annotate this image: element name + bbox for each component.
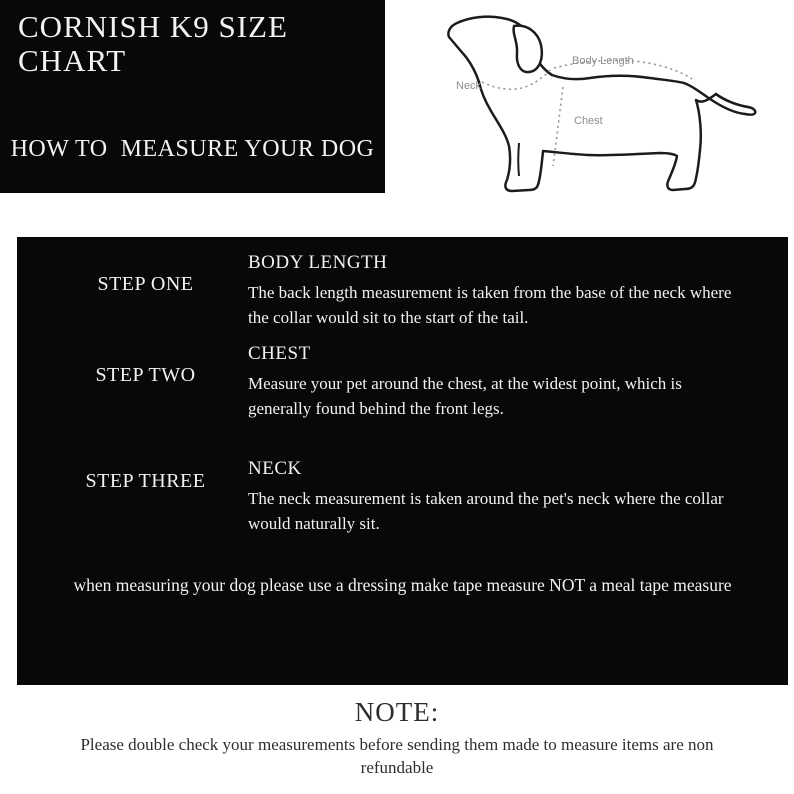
- step-two-heading: CHEST: [248, 343, 311, 364]
- instructions-panel: [17, 237, 788, 685]
- neck-label: Neck: [456, 80, 482, 92]
- dog-ear-outline: [514, 26, 542, 72]
- note-text: Please double check your measurements before sending them made to measure items are non refundable: [80, 735, 714, 777]
- dog-body-outline: [448, 17, 755, 191]
- body-length-label: Body Length: [572, 55, 634, 67]
- step-one-description: The back length measurement is taken from the base of the neck where the collar would sit to the start of the tail.: [248, 282, 732, 327]
- step-two-body: [248, 343, 733, 421]
- step-one-body: [248, 252, 733, 330]
- step-one-heading: BODY LENGTH: [248, 252, 388, 273]
- step-two-row: [17, 343, 788, 421]
- step-three-body: [248, 458, 733, 536]
- dachshund-outline-icon: [430, 8, 790, 210]
- step-three-description: The neck measurement is taken around the pet's neck where the collar would naturally sit.: [248, 488, 724, 533]
- footer-note: [0, 697, 794, 779]
- step-three-row: [17, 458, 788, 536]
- step-two-description: Measure your pet around the chest, at the widest point, which is generally found behind the front legs.: [248, 373, 682, 418]
- step-three-label: STEP THREE: [85, 470, 206, 492]
- note-title: NOTE:: [354, 697, 440, 727]
- chest-label: Chest: [574, 115, 603, 127]
- step-two-label: STEP TWO: [95, 364, 196, 386]
- tape-measure-note: when measuring your dog please use a dressing make tape measure NOT a meal tape measure: [73, 575, 732, 595]
- dog-measurement-diagram: [430, 8, 790, 210]
- dog-far-leg-line: [518, 143, 519, 176]
- page-title: CORNISH K9 SIZE CHART: [18, 9, 288, 79]
- step-three-heading: NECK: [248, 458, 302, 479]
- title-panel: [0, 0, 385, 193]
- page-subtitle: HOW TO MEASURE YOUR DOG: [10, 136, 375, 163]
- step-one-label: STEP ONE: [97, 273, 194, 295]
- step-one-row: [17, 252, 788, 330]
